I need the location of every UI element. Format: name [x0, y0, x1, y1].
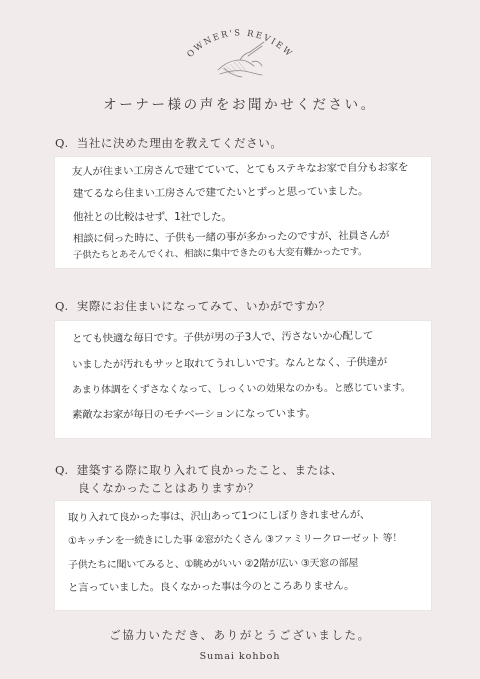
answer-line: 建てるなら住まい工房さんで建てたいとずっと思っていました。: [72, 185, 369, 200]
thanks-message: ご協力いただき、ありがとうございました。: [109, 628, 371, 642]
question-mark: Q.: [55, 299, 69, 313]
page-title: オーナー様の声をお聞かせください。: [103, 97, 377, 113]
answer-box-2: [55, 321, 431, 438]
answer-line: あまり体調をくずさなくなって、しっくいの効果なのかも。と感じています。: [71, 382, 411, 396]
answer-line: と言っていました。良くなかった事は今のところありません。: [67, 580, 355, 594]
question-text: 実際にお住まいになってみて、いかがですか？: [76, 299, 331, 313]
answer-line: 他社との比較はせず、1社でした。: [73, 211, 232, 223]
question-2: [55, 297, 331, 315]
question-text: 建築する際に取り入れて良かったこと、または、: [76, 463, 343, 477]
brand-name: Sumai kohboh: [199, 651, 281, 662]
question-text: 当社に決めた理由を教えてください。: [76, 136, 283, 150]
answer-line: 素敵なお家が毎日のモチベーションになっています。: [71, 407, 316, 421]
answer-line: いましたが汚れもサッと取れてうれしいです。なんとなく、子供達が: [71, 356, 387, 371]
question-1: [55, 134, 282, 152]
question-3: [55, 461, 343, 497]
writing-hand-icon: [212, 38, 270, 84]
answer-box-1: [55, 157, 431, 268]
answer-line: ①キッチンを一続きにした事 ②窓がたくさん ③ファミリークローゼット 等！: [67, 533, 403, 547]
answer-box-3: [55, 501, 431, 610]
answer-line: 取り入れて良かった事は、沢山あって1つにしぼりきれませんが、: [67, 508, 371, 524]
question-mark: Q.: [55, 136, 69, 150]
answer-line: 子供たちとあそんでくれ、相談に集中できたのも大変有難かったです。: [72, 246, 368, 261]
question-mark: Q.: [55, 463, 69, 477]
answer-line: 子供たちに聞いてみると、①眺めがいい ②2階が広い ③天窓の部屋: [67, 557, 359, 571]
question-text-line2: 良くなかったことはありますか？: [78, 481, 260, 495]
answer-line: 友人が住まい工房さんで建てていて、とてもステキなお家で自分もお家を: [71, 161, 409, 178]
answer-line: とても快適な毎日です。子供が男の子3人で、汚さないか心配して: [71, 329, 374, 345]
answer-line: 相談に伺った時に、子供も一緒の事が多かったのですが、社員さんが: [72, 229, 390, 245]
header-arc-text: OWNER'S REVIEW: [185, 28, 295, 60]
